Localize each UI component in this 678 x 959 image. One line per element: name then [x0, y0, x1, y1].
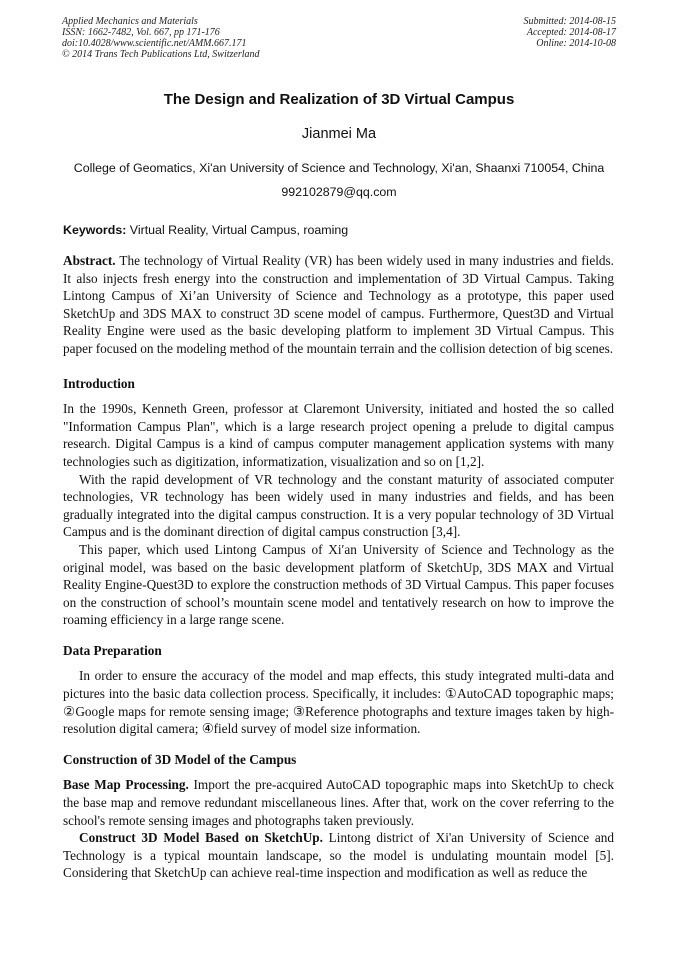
- submission-dates: [524, 16, 617, 49]
- journal-copyright: © 2014 Trans Tech Publications Ltd, Switzerland: [62, 49, 260, 60]
- intro-paragraph-3: This paper, which used Lintong Campus of Xi′an University of Science and Technology as the original model, was based on the basic development platform of SketchUp, 3DS MAX and Virtual Reality Engine-Quest3D to explore the construction methods of 3D Virtual Campus. This paper focuses on the construction of school’s mountain scene model and tentatively research on how to improve the roaming efficiency in a large range scene.: [63, 541, 614, 628]
- online-date: Online: 2014-10-08: [536, 38, 616, 49]
- author-affiliation: College of Geomatics, Xi'an University of Science and Technology, Xi'an, Shaanxi 710054, China: [73, 161, 605, 175]
- data-preparation-heading: Data Preparation: [63, 642, 162, 658]
- accepted-date: Accepted: 2014-08-17: [526, 27, 616, 38]
- author-email: 992102879@qq.com: [281, 185, 397, 199]
- journal-issn: ISSN: 1662-7482, Vol. 667, pp 171-176: [62, 27, 220, 38]
- keywords: [63, 223, 615, 237]
- journal-name: Applied Mechanics and Materials: [62, 16, 198, 27]
- construct-model-text: Lintong district of Xi'an University of Science and Technology is a typical mountain landscape, so the model is undulating mountain model [5]. Considering that SketchUp can achieve real-time inspection and modification as well as reduce the: [63, 830, 614, 881]
- keywords-text: Virtual Reality, Virtual Campus, roaming: [126, 223, 349, 237]
- abstract: [63, 252, 614, 358]
- introduction-heading: Introduction: [63, 375, 135, 391]
- intro-paragraph-1: In the 1990s, Kenneth Green, professor at Claremont University, initiated and hosted the so called "Information Campus Plan", which is a large research project opening a prelude to digital campus research. Digital Campus is a kind of campus computer management application systems with many technologies such as digitization, informatization, visualization and so on [1,2].: [63, 401, 614, 469]
- paper-title: The Design and Realization of 3D Virtual Campus: [163, 91, 515, 108]
- abstract-label: Abstract.: [63, 253, 116, 268]
- author-name: Jianmei Ma: [301, 126, 377, 142]
- base-map-paragraph: [63, 776, 614, 829]
- journal-doi: doi:10.4028/www.scientific.net/AMM.667.171: [62, 38, 247, 49]
- construct-model-paragraph: [63, 829, 614, 882]
- base-map-text: Import the pre-acquired AutoCAD topographic maps into SketchUp to check the base map and remove redundant miscellaneous lines. After that, work on the cover referring to the school's remote sensing images and photographs taken previously.: [63, 777, 614, 828]
- construct-model-label: Construct 3D Model Based on SketchUp.: [79, 830, 323, 846]
- submitted-date: Submitted: 2014-08-15: [523, 16, 616, 27]
- keywords-label: Keywords:: [63, 223, 127, 237]
- construction-heading: Construction of 3D Model of the Campus: [63, 751, 297, 767]
- journal-info: [62, 16, 260, 60]
- base-map-label: Base Map Processing.: [63, 777, 189, 793]
- data-preparation-paragraph: In order to ensure the accuracy of the model and map effects, this study integrated multi-data and pictures into the basic data collection process. Specifically, it includes: ①AutoCAD topographic maps; ②Google maps for remote sensing image; ③Reference photographs and texture images taken by high-resolution digital camera; ④field survey of model size information.: [63, 668, 614, 737]
- intro-paragraph-2: With the rapid development of VR technology and the constant maturity of associated computer technologies, VR technology has been widely used in many industries and fields, and has been gradually integrated into the digital campus construction. It is a very popular technology of 3D Virtual Campus and is the dominant direction of digital campus construction [3,4].: [63, 471, 614, 540]
- abstract-text: The technology of Virtual Reality (VR) has been widely used in many industries and fields. It also injects fresh energy into the construction and implementation of 3D Virtual Campus. Taking Lintong Campus of Xi’an University of Science and Technology as a prototype, this paper used SketchUp and 3DS MAX to construct 3D scene model of campus. Furthermore, Quest3D and Virtual Reality Engine were used as the basic developing platform to implement 3D Virtual Campus. This paper focused on the modeling method of the mountain terrain and the collision detection of big scenes.: [63, 253, 614, 356]
- paper-body: [63, 252, 614, 882]
